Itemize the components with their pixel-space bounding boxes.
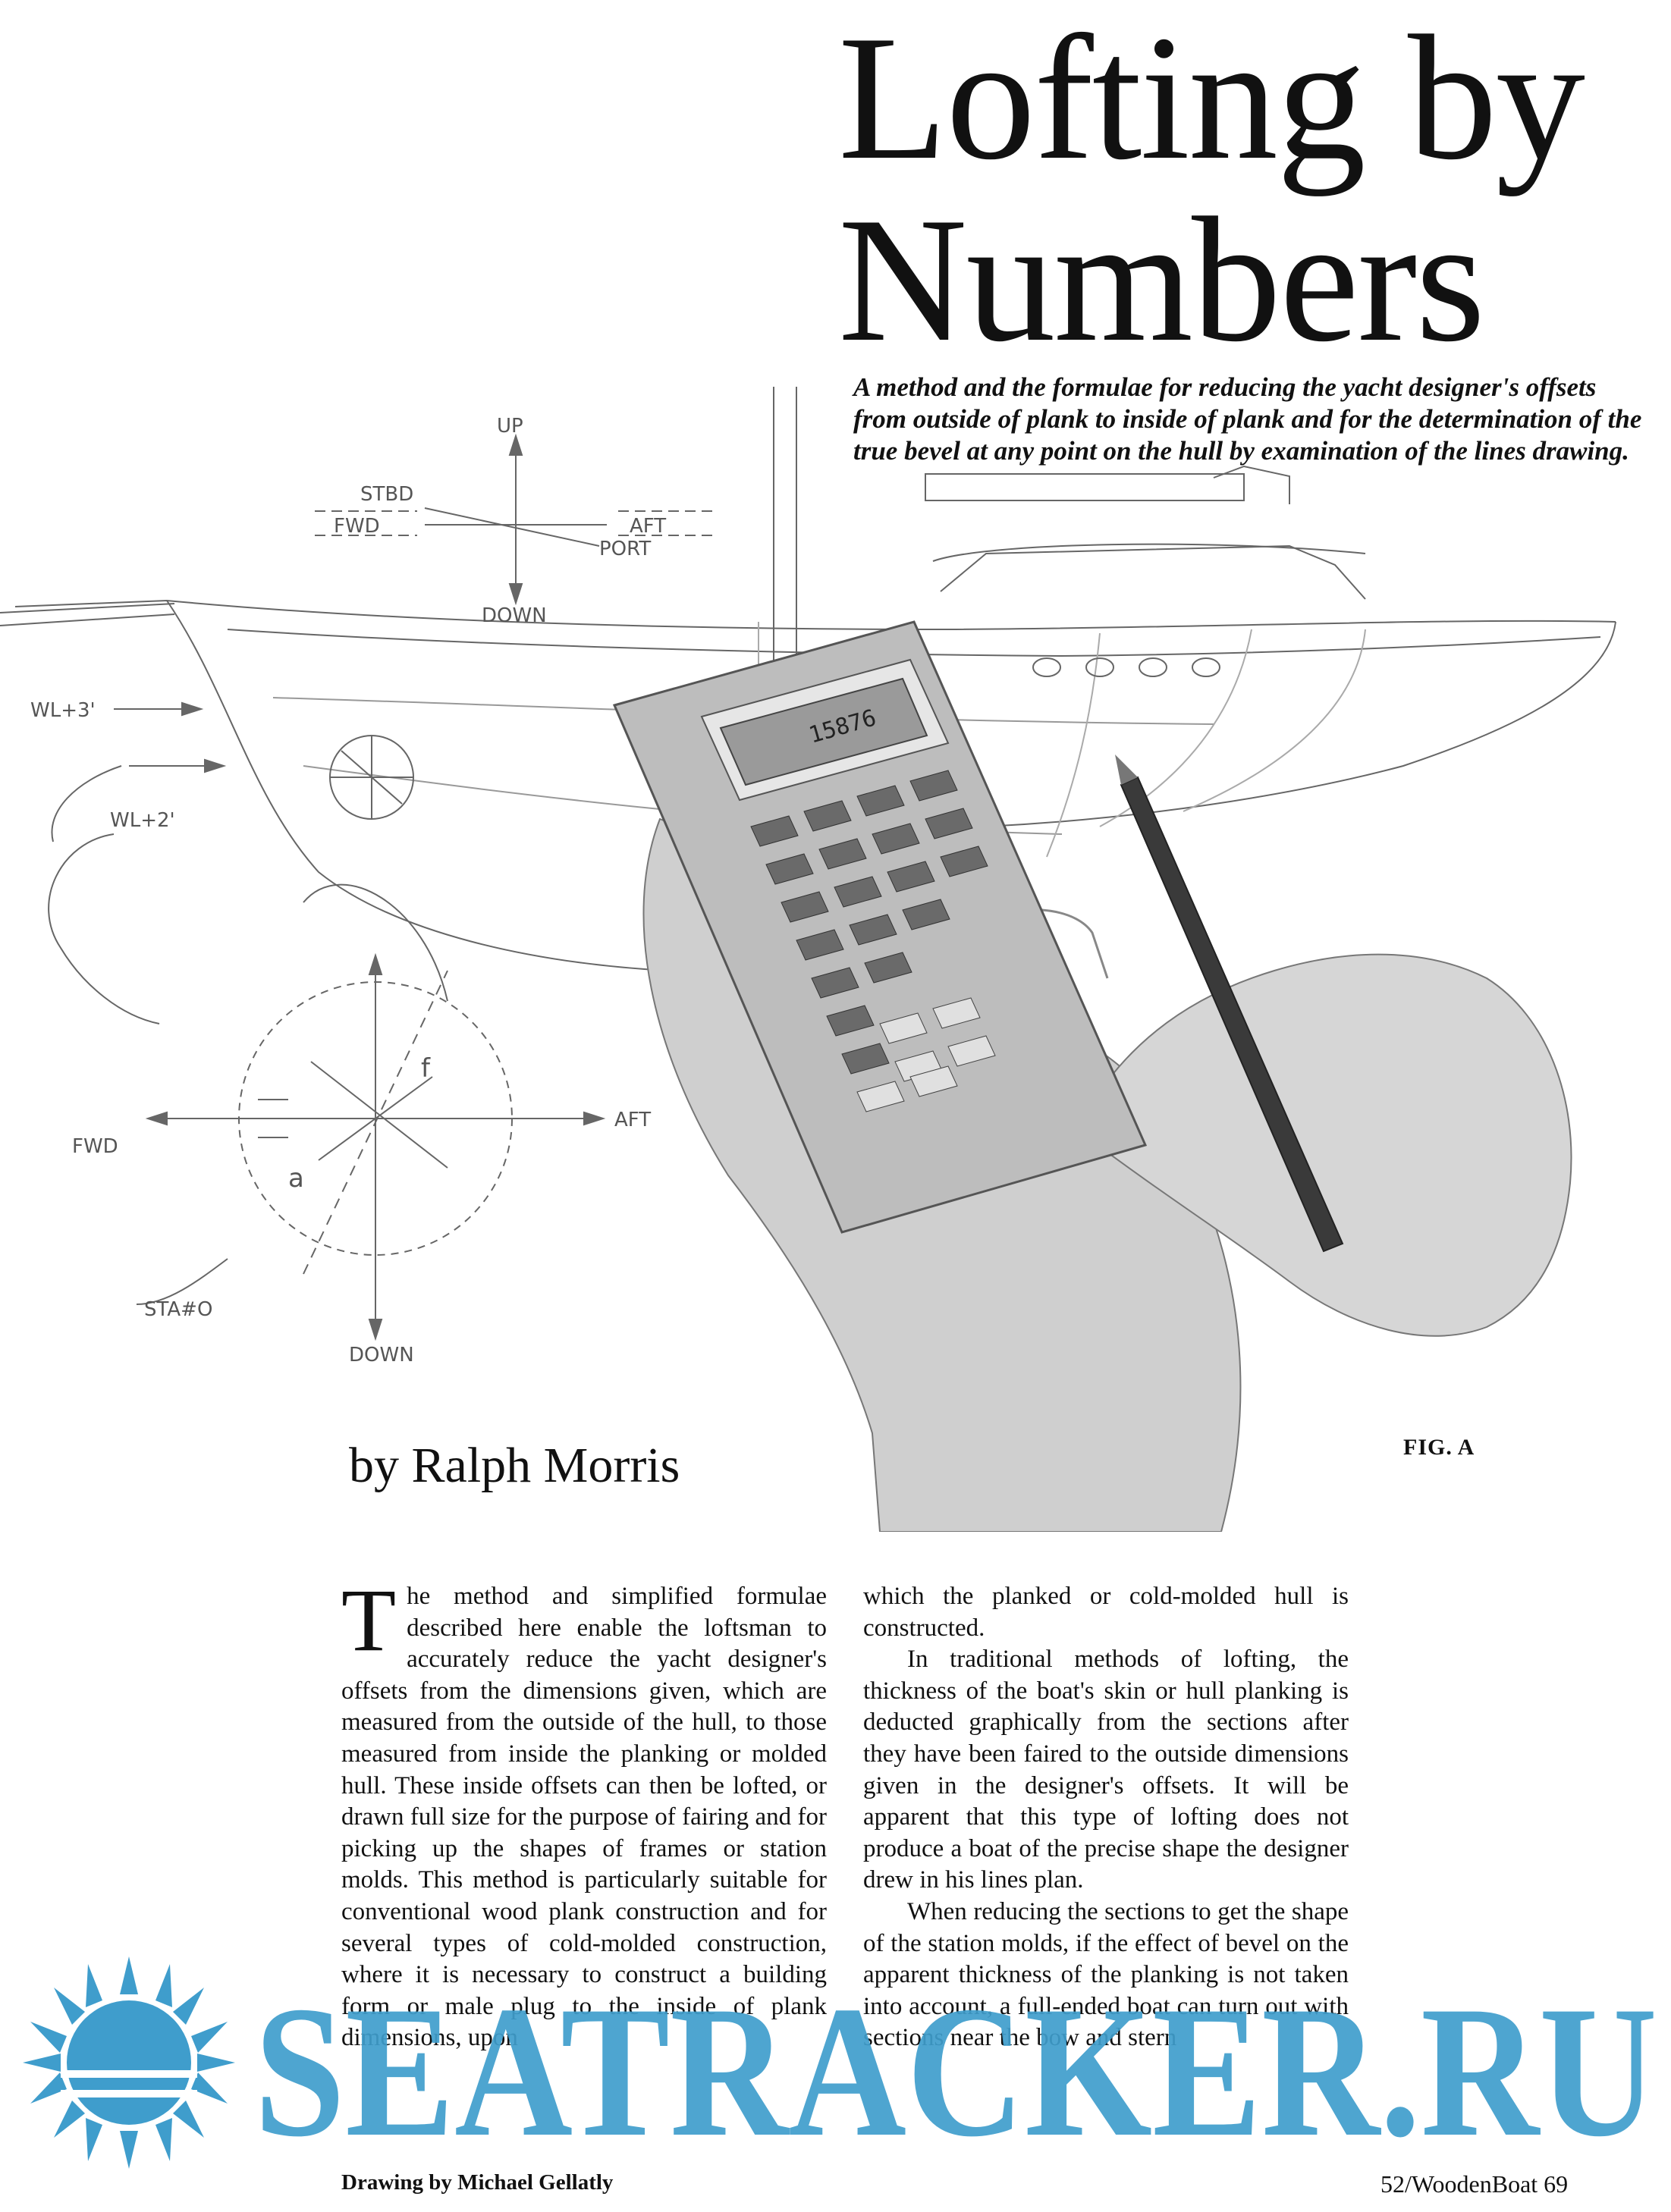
col2-paragraph-1: which the planked or cold-molded hull is constructed. bbox=[863, 1583, 1349, 1642]
calculator-display: 15876 bbox=[806, 704, 880, 749]
sun-logo-icon bbox=[23, 1956, 235, 2169]
drop-cap: T bbox=[341, 1570, 397, 1670]
page-folio: 52/WoodenBoat 69 bbox=[1380, 2170, 1569, 2198]
title-line-1: Lofting by bbox=[838, 0, 1584, 197]
article-title bbox=[838, 0, 1657, 379]
label-f: f bbox=[421, 1053, 430, 1084]
body-column-1 bbox=[341, 1570, 827, 2054]
label-up: UP bbox=[497, 415, 523, 438]
label-fwd-top: FWD bbox=[334, 515, 380, 538]
label-aft-top: AFT bbox=[630, 515, 667, 538]
body-column-2 bbox=[863, 1581, 1349, 2054]
figure-label: FIG. A bbox=[1403, 1435, 1475, 1460]
label-down-top: DOWN bbox=[482, 604, 547, 627]
label-stbd: STBD bbox=[360, 483, 414, 506]
title-line-2: Numbers bbox=[838, 181, 1484, 379]
col2-paragraph-3: When reducing the sections to get the shape of the station molds, if the effect of bevel on the apparent thickness of the planking is not taken into account, a full-ended boat can turn out with sections near the bow and stern bbox=[863, 1897, 1349, 2052]
watermark bbox=[0, 1941, 1671, 2169]
drawing-credit: Drawing by Michael Gellatly bbox=[341, 2170, 614, 2195]
col2-paragraph-2: In traditional methods of lofting, the thickness of the boat's skin or hull planking is deducted graphically from the sections after they have been faired to the outside dimensions given in the designer's offsets. It will be apparent that this type of lofting does not produce a boat of the precise shape the designer drew in his lines plan. bbox=[863, 1646, 1349, 1894]
label-wl2: WL+2' bbox=[110, 809, 175, 832]
label-sta0: STA#O bbox=[144, 1298, 213, 1321]
label-wl3: WL+3' bbox=[30, 699, 96, 722]
article-deck: A method and the formulae for reducing the yacht designer's offsets from outside of plank to inside of plank and for the determination of the true bevel at any point on the hull by examination of the lines drawing. bbox=[853, 372, 1642, 466]
lofting-illustration bbox=[0, 372, 1671, 1532]
watermark-text: SEATRACKER.RU bbox=[254, 1967, 1657, 2169]
article-byline: by Ralph Morris bbox=[349, 1438, 680, 1493]
label-aft: AFT bbox=[614, 1109, 652, 1131]
label-port: PORT bbox=[599, 538, 652, 560]
label-down: DOWN bbox=[349, 1344, 414, 1366]
col1-paragraph-1-text: he method and simplified formulae described here enable the loftsman to accurately reduce the yacht designer's offsets from the dimensions given, which are measured from the outside of the hull, to those measured from inside the planking or molded hull. These inside offsets can then be lofted, or drawn full size for the purpose of fairing and for picking up the shapes of frames or station molds. This method is particularly suitable for conventional wood plank construction and for several types of cold-molded construction, where it is necessary to construct a building form or male plug to the inside of plank dimensions, upon bbox=[341, 1583, 827, 2052]
label-fwd: FWD bbox=[72, 1135, 118, 1158]
label-a: a bbox=[288, 1163, 304, 1194]
body-paragraph bbox=[341, 1570, 827, 2054]
